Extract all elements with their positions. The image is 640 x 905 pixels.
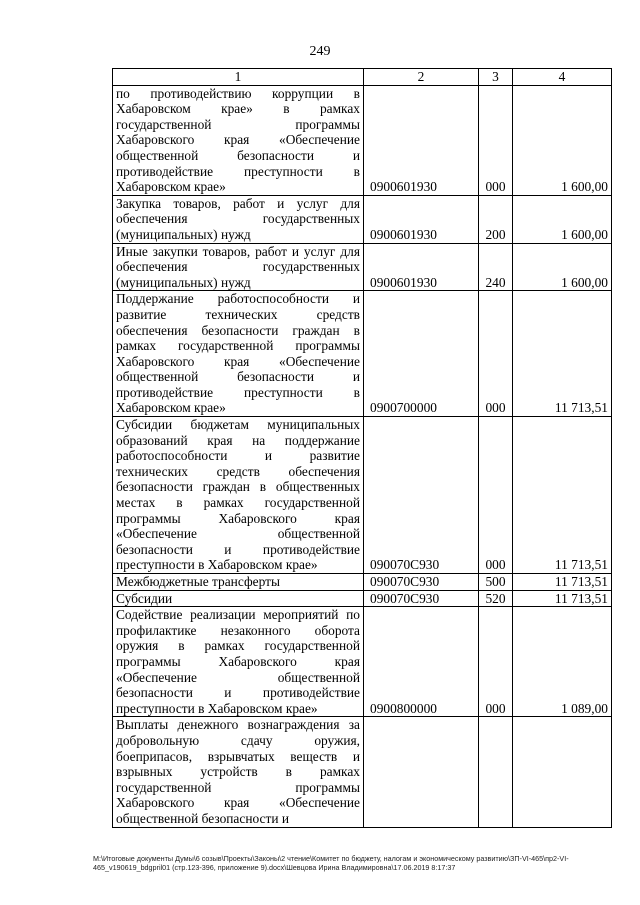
row-type [479, 717, 513, 827]
row-type: 500 [479, 574, 513, 591]
row-type: 000 [479, 291, 513, 417]
row-type: 240 [479, 243, 513, 291]
row-amount: 1 600,00 [513, 195, 612, 243]
row-name: Содействие реализации мероприятий по профилактике незаконного оборота оружия в рамках государственной программы Хабаровского края «Обеспечение общественной безопасности и противодействие преступности в Хабаровском крае» [113, 607, 364, 717]
budget-table [112, 68, 612, 828]
table-row [113, 590, 612, 607]
table-row [113, 574, 612, 591]
row-code: 090070С930 [364, 574, 479, 591]
table-row [113, 717, 612, 827]
row-amount [513, 717, 612, 827]
table-row [113, 607, 612, 717]
row-name: по противодействию коррупции в Хабаровском крае» в рамках государственной программы Хабаровского края «Обеспечение общественной безопасности и противодействие преступности в Хабаровском крае» [113, 85, 364, 195]
header-col-1: 1 [113, 69, 364, 86]
table-row [113, 243, 612, 291]
row-code: 0900800000 [364, 607, 479, 717]
row-name: Субсидии бюджетам муниципальных образований края на поддержание работоспособности и развитие технических средств обеспечения безопасности граждан в общественных местах в рамках государственной программы Хабаровского края «Обеспечение общественной безопасности и противодействие преступности в Хабаровском крае» [113, 417, 364, 574]
page-number: 249 [309, 44, 331, 59]
row-amount: 1 089,00 [513, 607, 612, 717]
row-name: Субсидии [113, 590, 364, 607]
row-amount: 1 600,00 [513, 85, 612, 195]
row-name: Выплаты денежного вознаграждения за добровольную сдачу оружия, боеприпасов, взрывчатых веществ и взрывных устройств в рамках государственной программы Хабаровского края «Обеспечение общественной безопасности и [113, 717, 364, 827]
table-row [113, 85, 612, 195]
row-amount: 11 713,51 [513, 291, 612, 417]
table-header-row [113, 69, 612, 86]
row-name: Иные закупки товаров, работ и услуг для обеспечения государственных (муниципальных) нужд [113, 243, 364, 291]
row-code: 0900601930 [364, 85, 479, 195]
row-type: 200 [479, 195, 513, 243]
header-col-2: 2 [364, 69, 479, 86]
row-code: 0900601930 [364, 195, 479, 243]
row-code: 090070С930 [364, 590, 479, 607]
row-amount: 11 713,51 [513, 590, 612, 607]
row-amount: 11 713,51 [513, 417, 612, 574]
row-amount: 11 713,51 [513, 574, 612, 591]
row-code [364, 717, 479, 827]
row-name: Закупка товаров, работ и услуг для обеспечения государственных (муниципальных) нужд [113, 195, 364, 243]
header-col-3: 3 [479, 69, 513, 86]
table-row [113, 417, 612, 574]
row-type: 520 [479, 590, 513, 607]
row-code: 0900700000 [364, 291, 479, 417]
row-amount: 1 600,00 [513, 243, 612, 291]
header-col-4: 4 [513, 69, 612, 86]
row-code: 090070С930 [364, 417, 479, 574]
table-row [113, 291, 612, 417]
row-name: Межбюджетные трансферты [113, 574, 364, 591]
row-type: 000 [479, 417, 513, 574]
row-type: 000 [479, 607, 513, 717]
row-code: 0900601930 [364, 243, 479, 291]
row-type: 000 [479, 85, 513, 195]
table-row [113, 195, 612, 243]
row-name: Поддержание работоспособности и развитие технических средств обеспечения безопасности граждан в рамках государственной программы Хабаровского края «Обеспечение общественной безопасности и противодействие преступности в Хабаровском крае» [113, 291, 364, 417]
document-path-footer: M:\Итоговые документы Думы\6 созыв\Проекты\Законы\2 чтение\Комитет по бюджету, налогам и экономическому развитию\ЗП-VI-465\пр2-VI-465_v190619_bdgpril01 (стр.123-396, приложение 9).docx\Шевцова Ирина Владимировна\17.06.2019 8:17:37 [93, 854, 569, 872]
